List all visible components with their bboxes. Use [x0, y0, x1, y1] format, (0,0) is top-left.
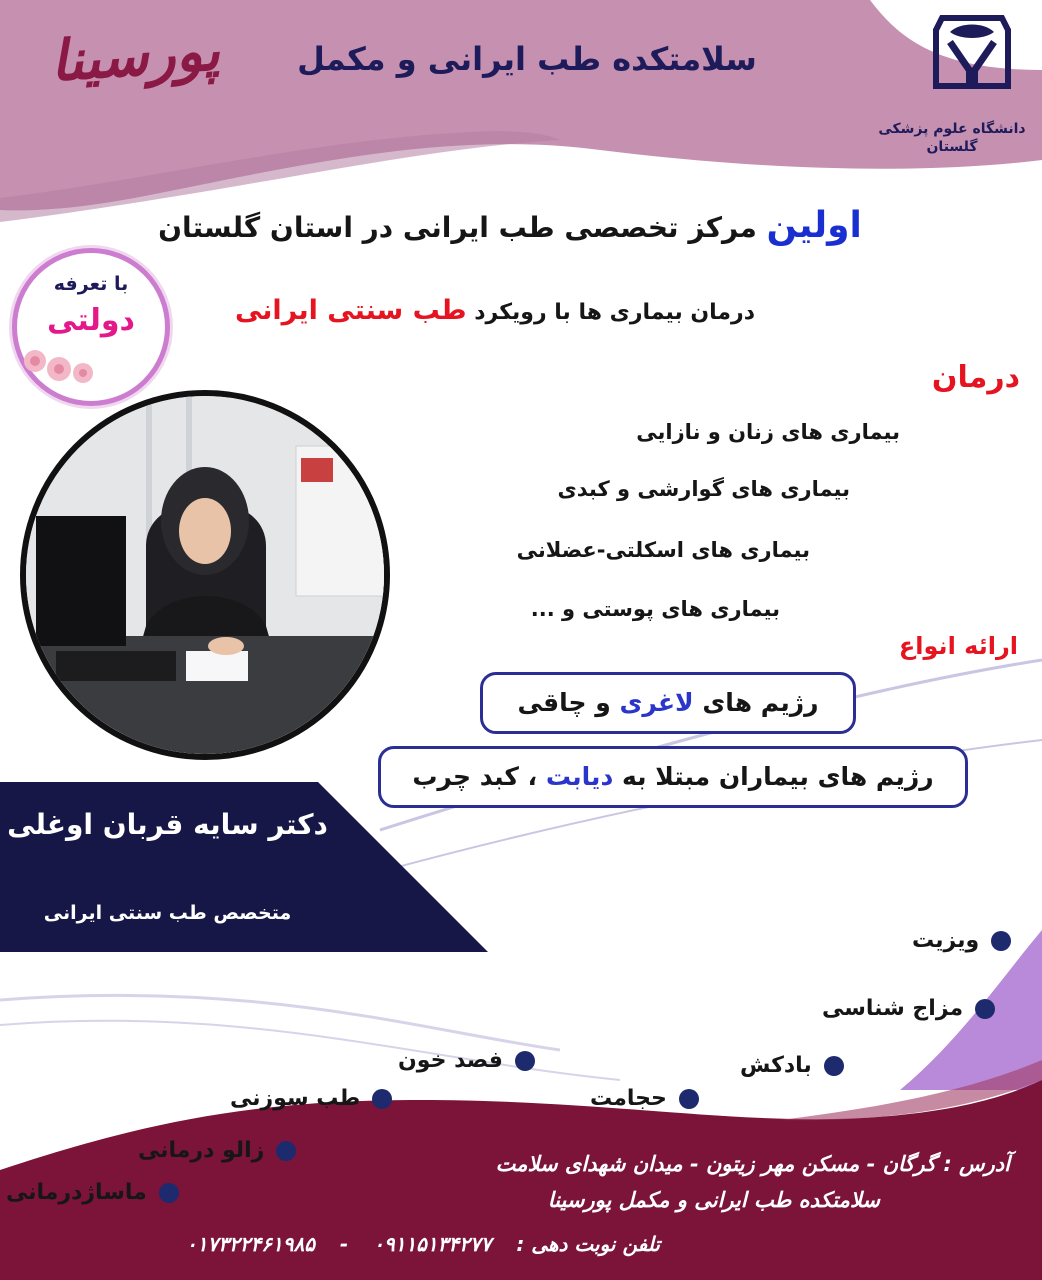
diet1-highlight: لاغری — [619, 688, 694, 717]
header-title: سلامتکده طب ایرانی و مکمل — [297, 40, 757, 78]
university-logo-icon — [920, 12, 1024, 92]
treatment-item: بیماری های پوستی و ... — [530, 597, 780, 621]
phone-mobile: ۰۹۱۱۵۱۳۴۲۷۷ — [373, 1232, 492, 1256]
subline-text: درمان بیماری ها با رویکرد — [474, 300, 756, 325]
service-item — [822, 996, 995, 1021]
headline-highlight: اولین — [766, 205, 862, 246]
footer-phone-row — [60, 1232, 660, 1256]
bullet-dot-icon — [975, 999, 995, 1019]
doctor-title: متخصص طب سنتی ایرانی — [43, 902, 292, 924]
roses-icon — [21, 345, 99, 385]
weight-diet-box — [480, 672, 856, 734]
service-label: بادکش — [740, 1053, 812, 1078]
service-item — [912, 928, 1011, 953]
diet1-post: و چاقی — [517, 688, 611, 717]
service-item — [138, 1138, 296, 1163]
university-name-line1: دانشگاه علوم پزشکی — [878, 121, 1026, 137]
service-label: زالو درمانی — [138, 1138, 265, 1163]
brand-script-name: پورسینا — [48, 17, 222, 95]
service-item — [740, 1053, 844, 1078]
bullet-dot-icon — [824, 1056, 844, 1076]
service-label: ماساژدرمانی — [6, 1180, 147, 1205]
service-label: مزاج شناسی — [822, 996, 964, 1021]
disease-diet-box — [378, 746, 968, 808]
bullet-dot-icon — [159, 1183, 179, 1203]
diet2-highlight: دیابت — [545, 762, 614, 791]
headline — [140, 205, 880, 246]
bullet-dot-icon — [679, 1089, 699, 1109]
diet2-pre: رژیم های بیماران مبتلا به — [622, 762, 934, 791]
diet1-pre: رژیم های — [702, 688, 819, 717]
university-name-line2: گلستان — [926, 139, 978, 156]
deco-line-3 — [0, 995, 560, 1050]
treatment-item: بیماری های زنان و نازایی — [636, 420, 900, 444]
service-item — [230, 1086, 392, 1111]
service-item — [6, 1180, 179, 1205]
treatment-item: بیماری های گوارشی و کبدی — [557, 477, 850, 501]
bullet-dot-icon — [515, 1051, 535, 1071]
offer-title: ارائه انواع — [898, 632, 1018, 660]
service-label: فصد خون — [398, 1048, 503, 1073]
tariff-line2: دولتی — [47, 303, 135, 338]
subline — [180, 295, 810, 326]
treatment-item: بیماری های اسکلتی-عضلانی — [516, 538, 810, 562]
footer-address: آدرس : گرگان - مسکن مهر زیتون - میدان شهدای سلامت — [495, 1152, 1010, 1176]
bullet-dot-icon — [372, 1089, 392, 1109]
service-label: ویزیت — [912, 928, 980, 953]
tariff-badge — [12, 248, 170, 406]
footer-address-2: سلامتکده طب ایرانی و مکمل پورسینا — [547, 1188, 880, 1212]
tariff-line1: با تعرفه — [53, 273, 129, 295]
bullet-dot-icon — [276, 1141, 296, 1161]
phone-separator: - — [339, 1232, 349, 1256]
service-label: حجامت — [590, 1086, 667, 1111]
service-label: طب سوزنی — [230, 1086, 361, 1111]
headline-rest: مرکز تخصصی طب ایرانی در استان گلستان — [158, 211, 757, 244]
diet2-post: ، کبد چرب — [412, 762, 538, 791]
doctor-name: دکتر سایه قربان اوغلی — [7, 808, 328, 841]
phone-label: تلفن نوبت دهی : — [516, 1232, 660, 1256]
university-name — [868, 120, 1036, 156]
subline-highlight: طب سنتی ایرانی — [234, 295, 467, 326]
doctor-photo-illustration — [26, 396, 384, 754]
bullet-dot-icon — [991, 931, 1011, 951]
doctor-photo — [20, 390, 390, 760]
service-item — [398, 1048, 535, 1073]
treatment-title: درمان — [931, 360, 1020, 395]
service-item — [590, 1086, 699, 1111]
phone-landline: ۰۱۷۳۲۲۴۶۱۹۸۵ — [186, 1232, 315, 1256]
